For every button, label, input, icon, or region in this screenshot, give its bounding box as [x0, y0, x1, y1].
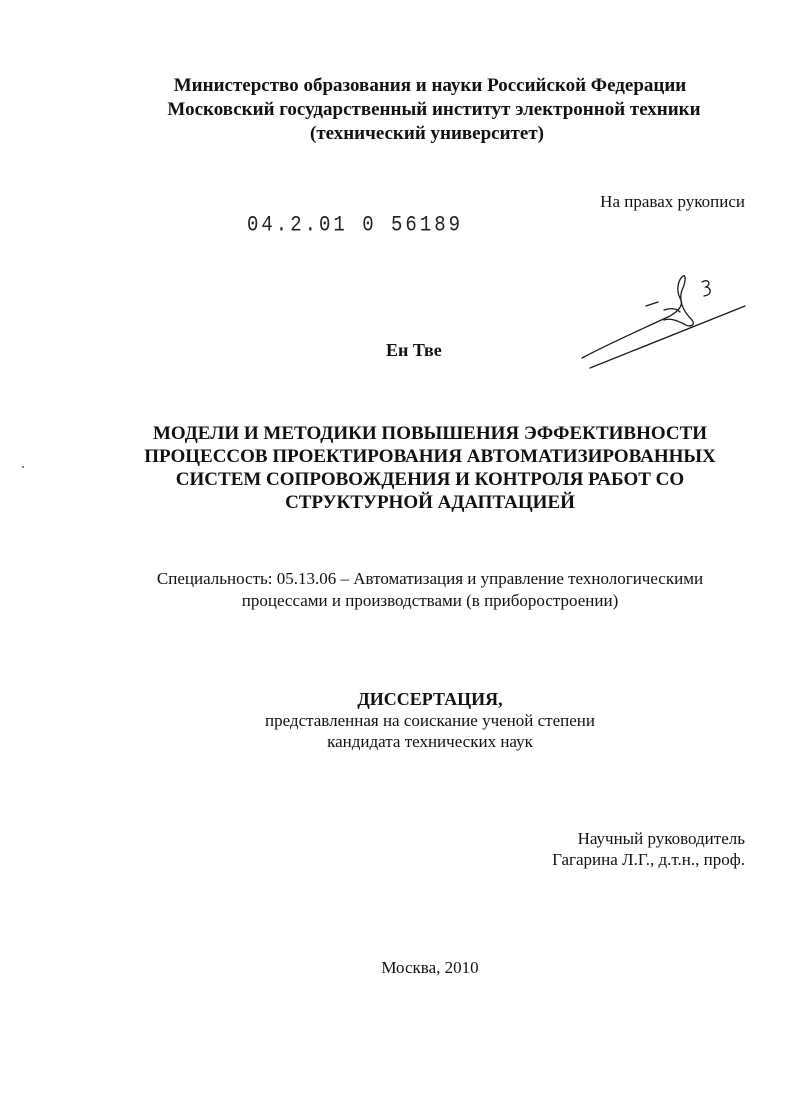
dissertation-title [0, 422, 798, 514]
title-line: СИСТЕМ СОПРОВОЖДЕНИЯ И КОНТРОЛЯ РАБОТ СО [175, 469, 685, 490]
place-year: Москва, 2010 [381, 958, 479, 977]
dissertation-line: представленная на соискание ученой степени [265, 711, 595, 730]
speciality [0, 568, 798, 612]
dissertation-block [0, 688, 798, 752]
title-line: МОДЕЛИ И МЕТОДИКИ ПОВЫШЕНИЯ ЭФФЕКТИВНОСТИ [152, 423, 708, 444]
title-line: СТРУКТУРНОЙ АДАПТАЦИЕЙ [285, 492, 575, 513]
supervisor-label: Научный руководитель [577, 829, 745, 848]
ministry-line: Министерство образования и науки Российской Федерации [173, 75, 687, 96]
rights-note: На правах рукописи [600, 192, 745, 211]
registration-stamp: 04.2.01 0 56189 [247, 212, 464, 238]
supervisor-name: Гагарина Л.Г., д.т.н., проф. [552, 850, 745, 869]
speciality-line: Специальность: 05.13.06 – Автоматизация и управление технологическими [156, 569, 704, 588]
title-line: ПРОЦЕССОВ ПРОЕКТИРОВАНИЯ АВТОМАТИЗИРОВАННЫХ [144, 446, 716, 467]
institution-header [0, 74, 798, 146]
author-name: Ен Тве [386, 340, 442, 360]
dissertation-line: кандидата технических наук [327, 732, 533, 751]
signature-icon [580, 268, 755, 373]
university-line: (технический университет) [310, 123, 544, 144]
speciality-line: процессами и производствами (в приборостроении) [241, 591, 619, 610]
supervisor-block [480, 828, 745, 870]
institute-line: Московский государственный институт электронной техники [167, 99, 701, 120]
dissertation-heading: ДИССЕРТАЦИЯ, [357, 689, 503, 709]
